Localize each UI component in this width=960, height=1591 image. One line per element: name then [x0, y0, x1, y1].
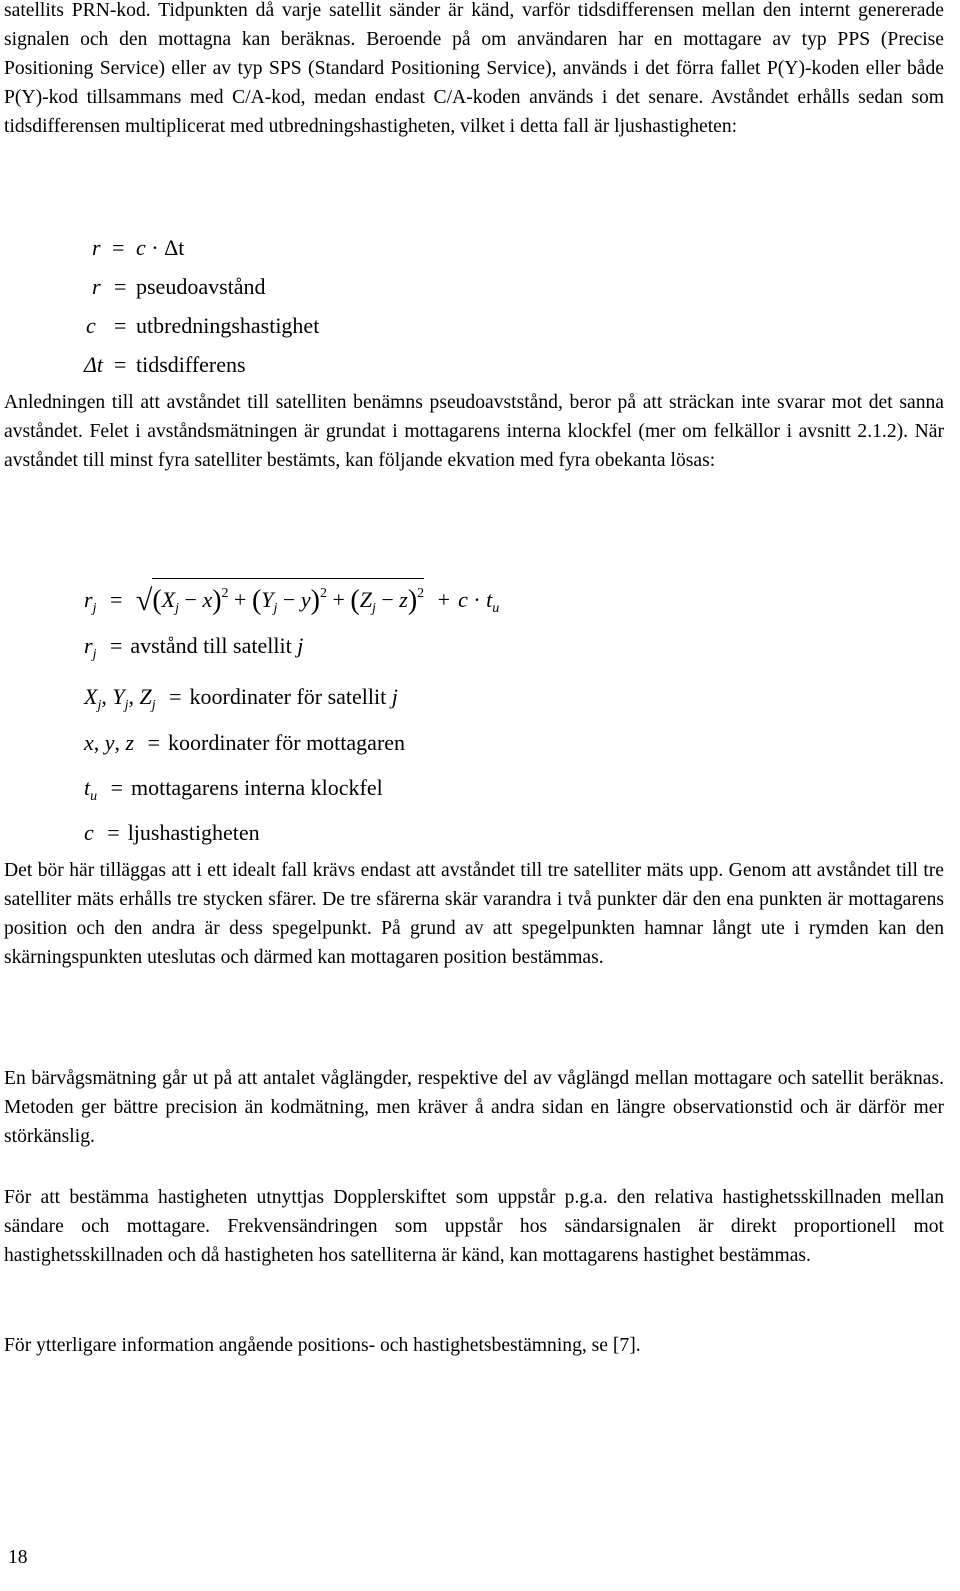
- paragraph-gps-code: [4, 0, 944, 141]
- text-run-main: PRN-kod. Tidpunkten då varje satellit sänder är känd, varför tidsdifferensen mellan den internt genererade signalen och den mottagna kan beräknas. Beroende på om användaren har en mottagare av typ PPS (Precise Positioning Service) eller av typ SPS (Standard Positioning Service), används i det förra fallet P(Y)-koden eller både P(Y)-kod tillsammans med C/A-kod, medan endast C/A-koden används i det senare.: [4, 0, 944, 108]
- paragraph-three-satellites: Det bör här tilläggas att i ett idealt fall krävs endast att avståndet till tre satelliter mäts upp. Genom att avståndet till tre satelliter mäts erhålls tre stycken sfärer. De tre sfärerna skär varandra i två punkter där den ena punkten är mottagarens position och den andra är dess spegelpunkt. På grund av att spegelpunkten hamnar långt ute i rymden kan den skärningspunkten uteslutas och därmed kan mottagaren position bestämmas.: [4, 860, 944, 968]
- eq1-c: c: [136, 235, 146, 260]
- eq1-def-text: utbredningshastighet: [136, 313, 320, 338]
- eq2-def-tu: $t_u$ = mottagarens interna klockfel: [84, 775, 383, 804]
- text-run: satellits: [4, 0, 72, 21]
- eq1-def-symbol: c: [86, 313, 96, 338]
- eq2-def-rj: $r_j$ = avstånd till satellit j: [84, 633, 304, 662]
- equation-position: $r_j = √(X_j - x)^2 + (Y_j - y)^2 + (Z_j - z)^2 + c \cdot t_u$: [84, 578, 499, 622]
- paragraph-pseudorange: Anledningen till att avståndet till satelliten benämns pseudoavststånd, beror på att sträckan inte svarar mot det sanna avståndet. Felet i avståndsmätningen är grundat i mottagarens interna klockfel (mer om felkällor i avsnitt 2.1.2). När avståndet till minst fyra satelliter bestämts, kan följande ekvation med fyra obekanta lösas:: [4, 392, 944, 471]
- paragraph-doppler: För att bestämma hastigheten utnyttjas Dopplerskiftet som uppstår p.g.a. den relativa hastighetsskillnaden mellan sändare och mottagare. Frekvensändringen som uppstår hos sändarsignalen är direkt proportionell mot hastighetsskillnaden och då hastigheten hos satelliterna är känd, kan mottagarens hastighet bestämmas.: [4, 1187, 944, 1266]
- eq1-dt: Δt: [164, 235, 185, 260]
- eq1-def-text: tidsdifferens: [136, 352, 246, 377]
- eq2-def-xyz: x, y, z = koordinater för mottagaren: [84, 730, 406, 755]
- text-run-distance: Avståndet erhålls sedan som tidsdifferensen multiplicerat med utbredningshastigheten, vilket i detta fall är ljushastigheten:: [4, 87, 944, 137]
- page-number: 18: [8, 1547, 28, 1568]
- eq1-def-symbol: r: [92, 274, 101, 299]
- paragraph-reference: För ytterligare information angående positions- och hastighetsbestämning, se [7].: [4, 1335, 641, 1356]
- sqrt-icon: $√(X_j - x)^2 + (Y_j - y)^2 + (Z_j - z)^2$: [136, 578, 424, 622]
- paragraph-carrier-phase: En bärvågsmätning går ut på att antalet våglängder, respektive del av våglängd mellan mottagare och satellit beräknas. Metoden ger bättre precision än kodmätning, men kräver å andra sidan en längre observationstid och är därför mer störkänslig.: [4, 1068, 944, 1147]
- eq1-def-symbol: Δt: [84, 352, 104, 377]
- eq2-def-xyz-j: $X_j$, $Y_j$, $Z_j$ = koordinater för satellit j: [84, 684, 398, 713]
- eq2-def-c: c = ljushastigheten: [84, 820, 260, 845]
- eq2-lhs: r: [84, 587, 93, 612]
- eq1-def-text: pseudoavstånd: [136, 274, 266, 299]
- eq1-lhs: r: [92, 235, 101, 260]
